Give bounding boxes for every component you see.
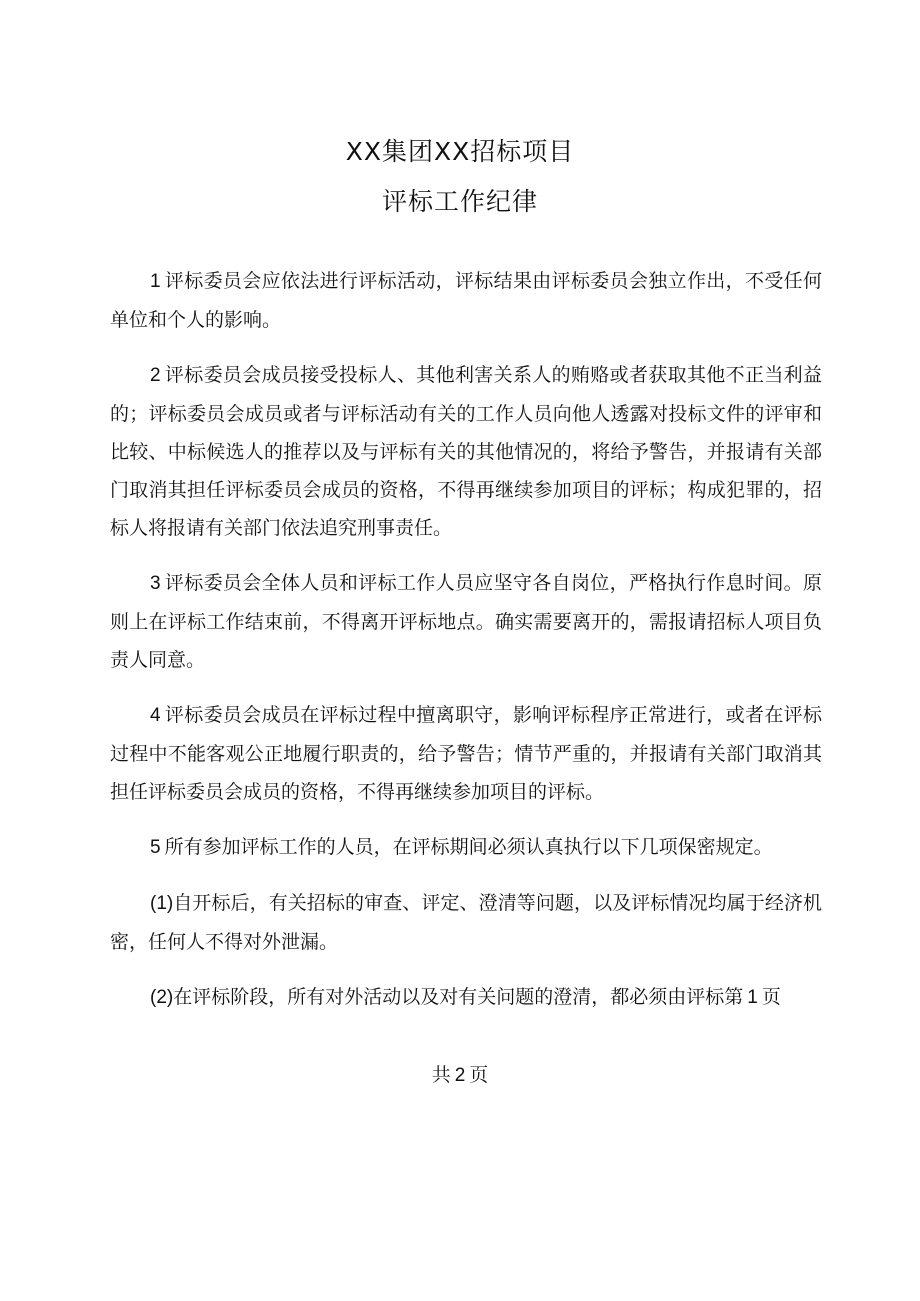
- paragraph-text: 所有参加评标工作的人员，在评标期间必须认真执行以下几项保密规定。: [164, 836, 773, 858]
- paragraph-text: 评标委员会成员接受投标人、其他利害关系人的贿赂或者获取其他不正当利益的；评标委员会成员或者与评标活动有关的工作人员向他人透露对投标文件的评审和比较、中标候选人的推荐以及与评标有关的其他情况的，将给予警告，并报请有关部门取消其担任评标委员会成员的资格，不得再继续参加项目的评标；构成犯罪的，招标人将报请有关部门依法追究刑事责任。: [110, 364, 822, 539]
- paragraph-number: 2: [150, 365, 161, 386]
- page-current: 1: [747, 987, 758, 1008]
- page-total: 2: [454, 1065, 466, 1086]
- page-mid: 共: [431, 1064, 451, 1086]
- paragraph-5-2: [110, 978, 822, 1017]
- paragraph-text: 评标委员会全体人员和评标工作人员应坚守各自岗位，严格执行作息时间。原则上在评标工作结束前，不得离开评标地点。确实需要离开的，需报请招标人项目负责人同意。: [110, 572, 822, 671]
- page-mid-1: 页: [761, 986, 781, 1008]
- paragraph-number: 1: [150, 271, 161, 292]
- page-suffix: 页: [469, 1064, 489, 1086]
- paragraph-number: 3: [150, 573, 161, 594]
- paragraph-text: 评标委员会应依法进行评标活动，评标结果由评标委员会独立作出，不受任何单位和个人的影响。: [110, 270, 822, 331]
- paragraph-5-1: [110, 884, 822, 961]
- paragraph-3: [110, 564, 822, 679]
- paragraph-1: [110, 262, 822, 339]
- paragraph-5: [110, 828, 822, 867]
- document-title: XX集团XX招标项目: [345, 137, 575, 166]
- paragraph-4: [110, 696, 822, 811]
- paragraph-text: 自开标后，有关招标的审查、评定、澄清等问题，以及评标情况均属于经济机密，任何人不得对外泄漏。: [110, 892, 822, 953]
- paragraph-2: [110, 356, 822, 547]
- paragraph-number: 4: [150, 705, 161, 726]
- page-prefix: 第: [724, 986, 744, 1008]
- paragraph-number: (2): [150, 987, 174, 1008]
- paragraph-number: (1): [150, 893, 174, 914]
- document-body: [110, 262, 822, 1034]
- paragraph-number: 5: [150, 837, 161, 858]
- document-subtitle: 评标工作纪律: [381, 187, 538, 216]
- paragraph-text: 在评标阶段，所有对外活动以及对有关问题的澄清，都必须由评标: [173, 986, 725, 1008]
- page-footer: [0, 1063, 920, 1088]
- paragraph-text: 评标委员会成员在评标过程中擅离职守，影响评标程序正常进行，或者在评标过程中不能客观公正地履行职责的，给予警告；情节严重的，并报请有关部门取消其担任评标委员会成员的资格，不得再继续参加项目的评标。: [110, 704, 822, 803]
